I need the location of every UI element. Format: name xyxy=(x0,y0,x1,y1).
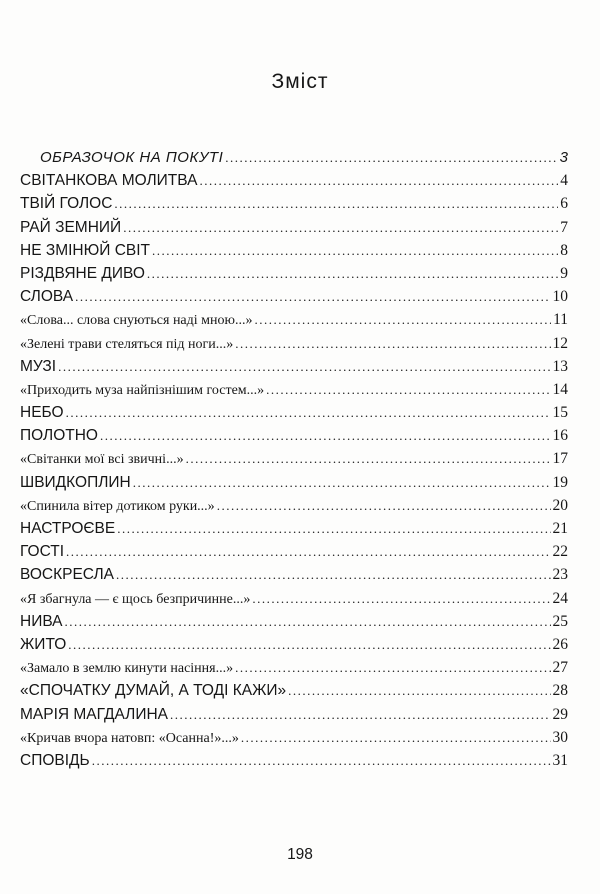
toc-entry xyxy=(20,749,568,772)
toc-entry-title: НЕБО xyxy=(20,404,64,422)
dot-leader xyxy=(252,587,550,610)
toc-entry xyxy=(20,262,568,285)
toc-entry-page: 4 xyxy=(560,172,568,190)
toc-entry-page: 13 xyxy=(552,357,568,375)
toc-entry-page: 29 xyxy=(552,705,568,723)
toc-entry xyxy=(20,401,568,424)
toc-entry xyxy=(20,587,568,610)
toc-entry-page: 20 xyxy=(552,496,568,514)
toc-entry-page: 25 xyxy=(552,612,568,630)
dot-leader xyxy=(116,563,551,586)
toc-entry-title: «Світанки мої всі звичні...» xyxy=(20,452,184,468)
dot-leader xyxy=(186,447,551,470)
toc-entry xyxy=(20,471,568,494)
dot-leader xyxy=(123,216,558,239)
toc-entry-title: ТВІЙ ГОЛОС xyxy=(20,195,113,213)
dot-leader xyxy=(75,285,550,308)
dot-leader xyxy=(266,378,550,401)
toc-entry-title: ЖИТО xyxy=(20,635,67,653)
toc-entry xyxy=(20,540,568,563)
dot-leader xyxy=(100,424,551,447)
toc-entry xyxy=(20,656,568,679)
toc-entry-page: 16 xyxy=(552,427,568,445)
dot-leader xyxy=(58,355,550,378)
toc-entry-title: «Я збагнула — є щось безпричинне...» xyxy=(20,591,251,607)
toc-entry-page: 30 xyxy=(552,728,568,746)
toc-entry xyxy=(20,726,568,749)
toc-entry-page: 9 xyxy=(560,264,568,282)
dot-leader xyxy=(241,726,551,749)
toc-entry xyxy=(20,308,568,331)
toc-entry-page: 12 xyxy=(552,334,568,352)
toc-entry-title: «Замало в землю кинути насіння...» xyxy=(20,661,234,677)
toc-entry-title: ГОСТІ xyxy=(20,543,65,561)
toc-entry-page: 21 xyxy=(552,520,568,537)
toc-entry-page: 23 xyxy=(552,566,568,584)
dot-leader xyxy=(225,146,557,169)
toc-entry xyxy=(20,633,568,656)
toc-entry-title: МАРІЯ МАГДАЛИНА xyxy=(20,705,169,723)
toc-entry-title: РАЙ ЗЕМНИЙ xyxy=(20,218,122,236)
toc-entry xyxy=(20,610,568,633)
toc-entry xyxy=(20,424,568,447)
dot-leader xyxy=(152,239,558,262)
toc-entry-page: 27 xyxy=(552,659,568,677)
toc-entry-title: ВОСКРЕСЛА xyxy=(20,566,114,584)
toc-entry-page: 19 xyxy=(552,473,568,491)
toc-entry-page: 17 xyxy=(552,450,568,468)
toc-entry-title: ШВИДКОПЛИН xyxy=(20,473,131,491)
toc-entry xyxy=(20,239,568,262)
page-title: Зміст xyxy=(271,70,329,94)
toc-entry-page: 14 xyxy=(552,380,568,398)
toc-entry-title: «Кричав вчора натовп: «Осанна!»...» xyxy=(20,730,239,746)
toc-entry-title: ОБРАЗОЧОК НА ПОКУТІ xyxy=(40,149,224,166)
dot-leader xyxy=(235,656,550,679)
toc-entry xyxy=(20,447,568,470)
toc-entry xyxy=(20,703,568,726)
page-number: 198 xyxy=(287,846,313,863)
toc-entry-page: 7 xyxy=(560,218,568,236)
toc-entry-title: СВІТАНКОВА МОЛИТВА xyxy=(20,172,198,190)
toc-entry-page: 6 xyxy=(560,195,568,213)
toc-entry xyxy=(20,679,568,702)
toc-entry-page: 8 xyxy=(560,241,568,259)
toc-entry-title: «СПОЧАТКУ ДУМАЙ, А ТОДІ КАЖИ» xyxy=(20,682,287,700)
toc-entry-page: 11 xyxy=(553,311,568,329)
toc-entry-page: 22 xyxy=(552,543,568,561)
toc-entry-page: 10 xyxy=(552,288,568,306)
toc-entry-title: «Приходить муза найпізнішим гостем...» xyxy=(20,382,265,398)
dot-leader xyxy=(68,633,550,656)
dot-leader xyxy=(199,169,558,192)
toc-entry xyxy=(20,146,568,169)
toc-entry-page: 3 xyxy=(559,149,568,166)
toc-entry-title: «Слова... слова снуються наді мною...» xyxy=(20,313,253,329)
toc-entry-title: СЛОВА xyxy=(20,288,74,306)
dot-leader xyxy=(66,540,550,563)
dot-leader xyxy=(65,610,551,633)
dot-leader xyxy=(147,262,558,285)
dot-leader xyxy=(170,703,550,726)
toc-entry xyxy=(20,378,568,401)
table-of-contents xyxy=(20,146,568,772)
toc-entry-page: 24 xyxy=(552,589,568,607)
toc-entry xyxy=(20,285,568,308)
toc-entry-title: РІЗДВЯНЕ ДИВО xyxy=(20,264,145,282)
toc-entry-title: НЕ ЗМІНЮЙ СВІТ xyxy=(20,241,151,259)
dot-leader xyxy=(92,749,551,772)
toc-entry-title: СПОВІДЬ xyxy=(20,751,90,769)
dot-leader xyxy=(288,679,550,702)
dot-leader xyxy=(66,401,551,424)
toc-entry-page: 31 xyxy=(552,751,568,769)
toc-entry-title: МУЗІ xyxy=(20,357,57,375)
toc-entry-page: 28 xyxy=(552,682,568,700)
dot-leader xyxy=(117,517,550,540)
dot-leader xyxy=(235,332,550,355)
toc-entry xyxy=(20,517,568,540)
toc-entry-title: НИВА xyxy=(20,612,63,630)
toc-entry xyxy=(20,216,568,239)
toc-entry xyxy=(20,494,568,517)
toc-entry xyxy=(20,192,568,215)
toc-entry xyxy=(20,332,568,355)
toc-entry-page: 26 xyxy=(552,635,568,653)
toc-entry xyxy=(20,169,568,192)
toc-entry-title: ПОЛОТНО xyxy=(20,427,98,445)
dot-leader xyxy=(217,494,551,517)
dot-leader xyxy=(133,471,551,494)
toc-entry-title: «Зелені трави стеляться під ноги...» xyxy=(20,336,234,352)
toc-entry-page: 15 xyxy=(552,404,568,422)
dot-leader xyxy=(114,192,558,215)
toc-entry-title: «Спинила вітер дотиком руки...» xyxy=(20,498,215,514)
toc-entry-title: НАСТРОЄВЕ xyxy=(20,520,116,537)
toc-entry xyxy=(20,563,568,586)
dot-leader xyxy=(254,308,551,331)
toc-entry xyxy=(20,355,568,378)
